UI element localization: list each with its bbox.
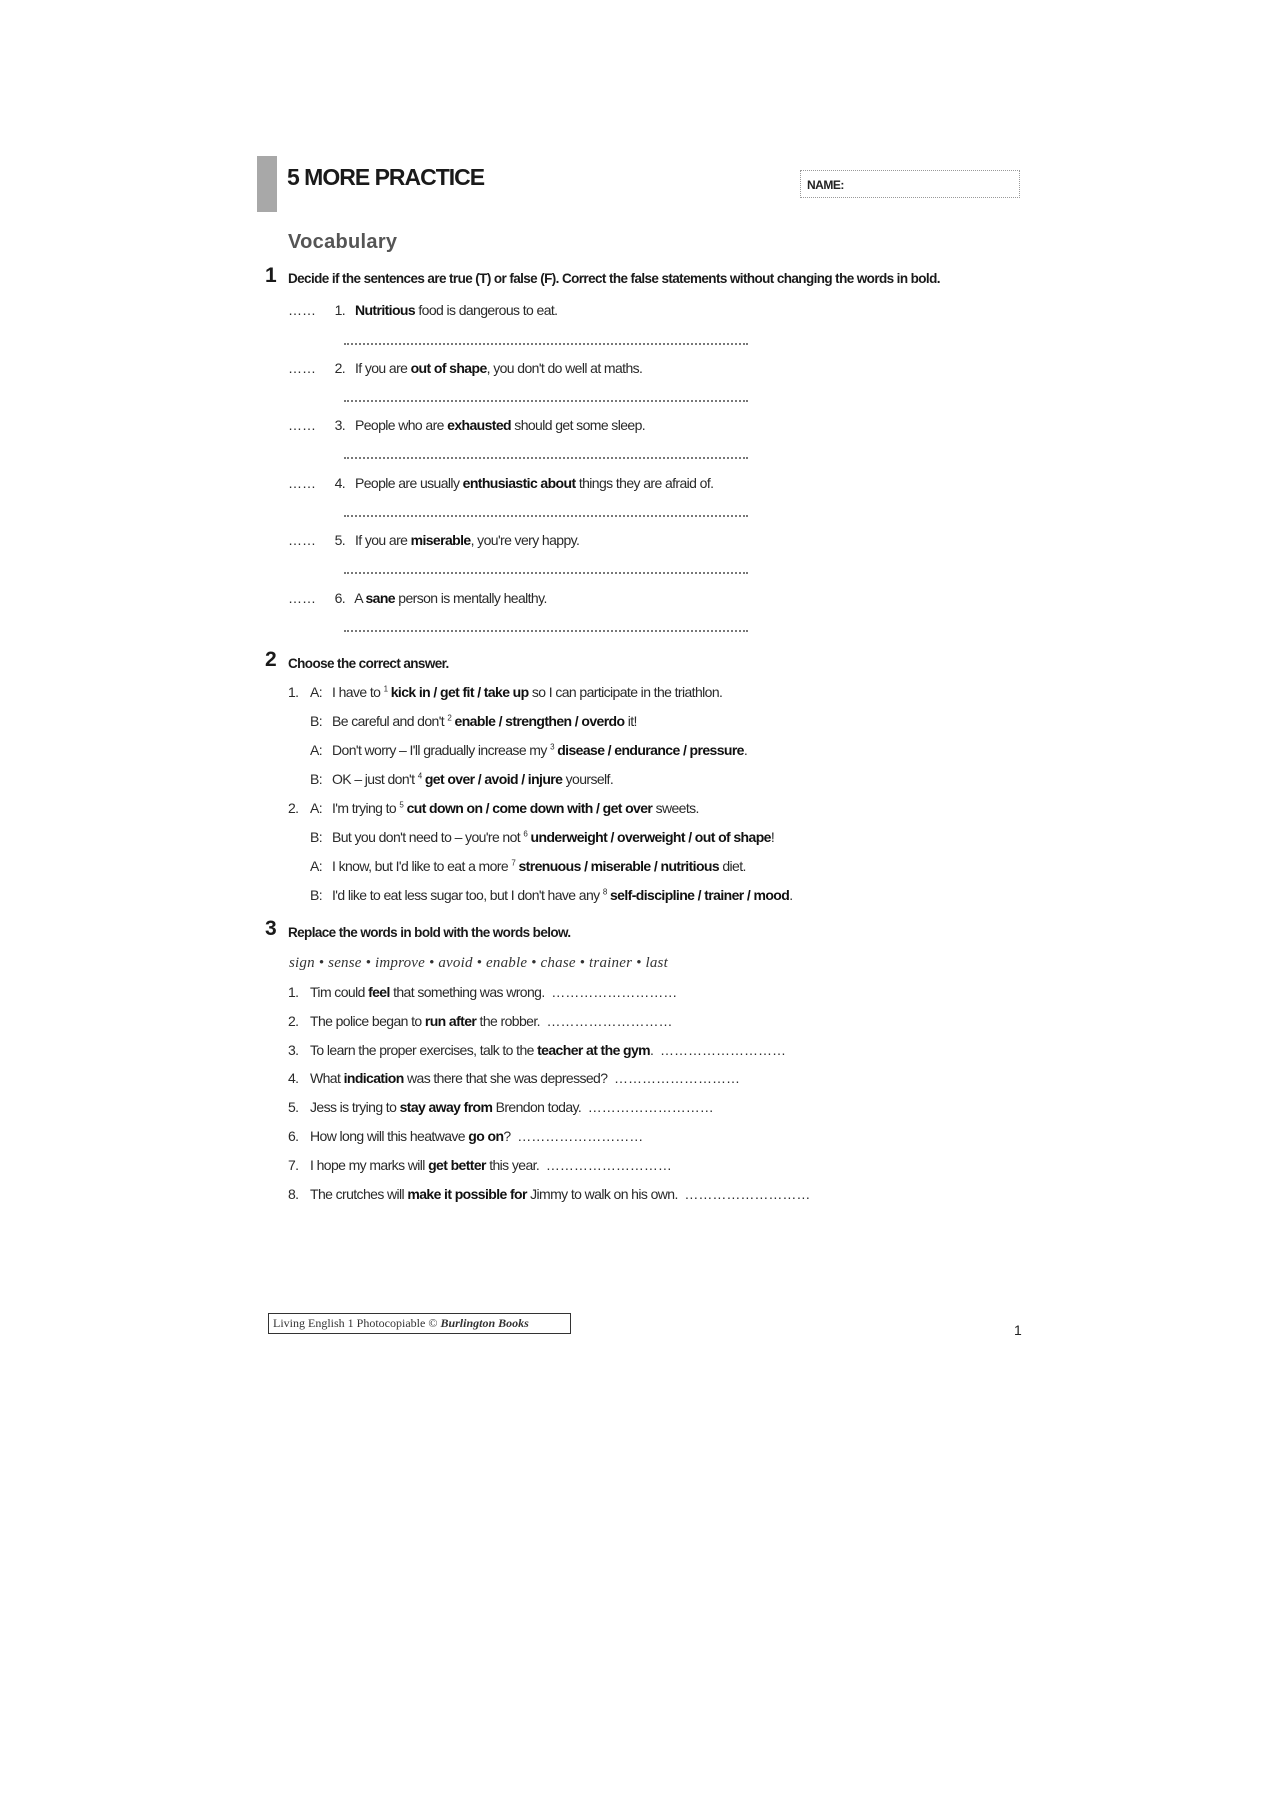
exercise-2-number: 2 xyxy=(265,648,277,671)
answer-blank[interactable]: …… xyxy=(288,475,316,491)
section-title: Vocabulary xyxy=(288,231,398,253)
ex3-item: 1. Tim could feel that something was wrong. ……………………… xyxy=(288,984,678,1000)
correction-line[interactable] xyxy=(344,572,748,574)
word-bank: sign • sense • improve • avoid • enable • chase • trainer • last xyxy=(289,955,668,971)
page-number: 1 xyxy=(1014,1322,1022,1338)
answer-blank[interactable]: ……………………… xyxy=(659,1042,786,1058)
correction-line[interactable] xyxy=(344,630,748,632)
ex2-line: A: I know, but I'd like to eat a more $^7$ strenuous / miserable / nutritious diet. xyxy=(310,858,746,874)
ex3-item: 4. What indication was there that she was depressed? ……………………… xyxy=(288,1070,741,1086)
correction-line[interactable] xyxy=(344,343,748,345)
answer-options[interactable]: self-discipline / trainer / mood xyxy=(610,887,790,903)
answer-options[interactable]: cut down on / come down with / get over xyxy=(406,800,653,816)
exercise-3-number: 3 xyxy=(265,917,277,940)
answer-blank[interactable]: ……………………… xyxy=(614,1070,741,1086)
answer-blank[interactable]: ……………………… xyxy=(587,1099,714,1115)
copyright-footer: Living English 1 Photocopiable © Burlington Books xyxy=(268,1313,571,1334)
answer-options[interactable]: strenuous / miserable / nutritious xyxy=(518,858,720,874)
ex1-item-5: …… 5. If you are miserable, you're very happy. xyxy=(288,532,580,548)
unit-marker-bar xyxy=(257,156,277,212)
answer-blank[interactable]: …… xyxy=(288,417,316,433)
ex3-item: 8. The crutches will make it possible for Jimmy to walk on his own. ……………………… xyxy=(288,1186,811,1202)
answer-options[interactable]: kick in / get fit / take up xyxy=(390,684,529,700)
correction-line[interactable] xyxy=(344,515,748,517)
name-field[interactable] xyxy=(800,170,1020,198)
correction-line[interactable] xyxy=(344,400,748,402)
exercise-1-instruction: Decide if the sentences are true (T) or false (F). Correct the false statements without changing the words in bold. xyxy=(288,271,940,286)
exercise-1-number: 1 xyxy=(265,264,277,287)
ex2-line: B: But you don't need to – you're not $^6$ underweight / overweight / out of shape! xyxy=(310,829,775,845)
ex1-item-1: …… 1. Nutritious food is dangerous to eat. xyxy=(288,302,558,318)
ex2-line: 2. A: I'm trying to $^5$ cut down on / come down with / get over sweets. xyxy=(288,800,699,816)
ex3-item: 3. To learn the proper exercises, talk to the teacher at the gym. ……………………… xyxy=(288,1042,786,1058)
ex2-line: A: Don't worry – I'll gradually increase my $^3$ disease / endurance / pressure. xyxy=(310,742,748,758)
ex3-item: 6. How long will this heatwave go on? ……………………… xyxy=(288,1128,644,1144)
ex3-item: 2. The police began to run after the robber. ……………………… xyxy=(288,1013,673,1029)
ex2-line: B: I'd like to eat less sugar too, but I don't have any $^8$ self-discipline / trainer / mood. xyxy=(310,887,793,903)
ex2-line: B: OK – just don't $^4$ get over / avoid / injure yourself. xyxy=(310,771,614,787)
correction-line[interactable] xyxy=(344,457,748,459)
publisher-name: Burlington Books xyxy=(440,1316,529,1330)
answer-options[interactable]: get over / avoid / injure xyxy=(424,771,563,787)
ex1-item-6: …… 6. A sane person is mentally healthy. xyxy=(288,590,547,606)
answer-options[interactable]: enable / strengthen / overdo xyxy=(454,713,625,729)
unit-title: 5 MORE PRACTICE xyxy=(287,164,485,190)
answer-blank[interactable]: ……………………… xyxy=(517,1128,644,1144)
answer-blank[interactable]: …… xyxy=(288,590,316,606)
answer-blank[interactable]: ……………………… xyxy=(545,1157,672,1173)
answer-blank[interactable]: …… xyxy=(288,360,316,376)
ex1-item-3: …… 3. People who are exhausted should get some sleep. xyxy=(288,417,646,433)
exercise-3-instruction: Replace the words in bold with the words below. xyxy=(288,925,571,940)
answer-blank[interactable]: …… xyxy=(288,302,316,318)
answer-blank[interactable]: ……………………… xyxy=(551,984,678,1000)
name-label: NAME: xyxy=(807,178,844,192)
ex1-item-2: …… 2. If you are out of shape, you don't do well at maths. xyxy=(288,360,643,376)
ex3-item: 5. Jess is trying to stay away from Brendon today. ……………………… xyxy=(288,1099,714,1115)
ex2-line: 1. A: I have to $^1$ kick in / get fit / take up so I can participate in the triathlon. xyxy=(288,684,723,700)
answer-blank[interactable]: ……………………… xyxy=(546,1013,673,1029)
ex3-item: 7. I hope my marks will get better this year. ……………………… xyxy=(288,1157,672,1173)
ex2-line: B: Be careful and don't $^2$ enable / strengthen / overdo it! xyxy=(310,713,637,729)
exercise-2-instruction: Choose the correct answer. xyxy=(288,656,449,671)
ex1-item-4: …… 4. People are usually enthusiastic about things they are afraid of. xyxy=(288,475,714,491)
answer-blank[interactable]: …… xyxy=(288,532,316,548)
answer-blank[interactable]: ……………………… xyxy=(684,1186,811,1202)
answer-options[interactable]: underweight / overweight / out of shape xyxy=(530,829,771,845)
answer-options[interactable]: disease / endurance / pressure xyxy=(557,742,744,758)
